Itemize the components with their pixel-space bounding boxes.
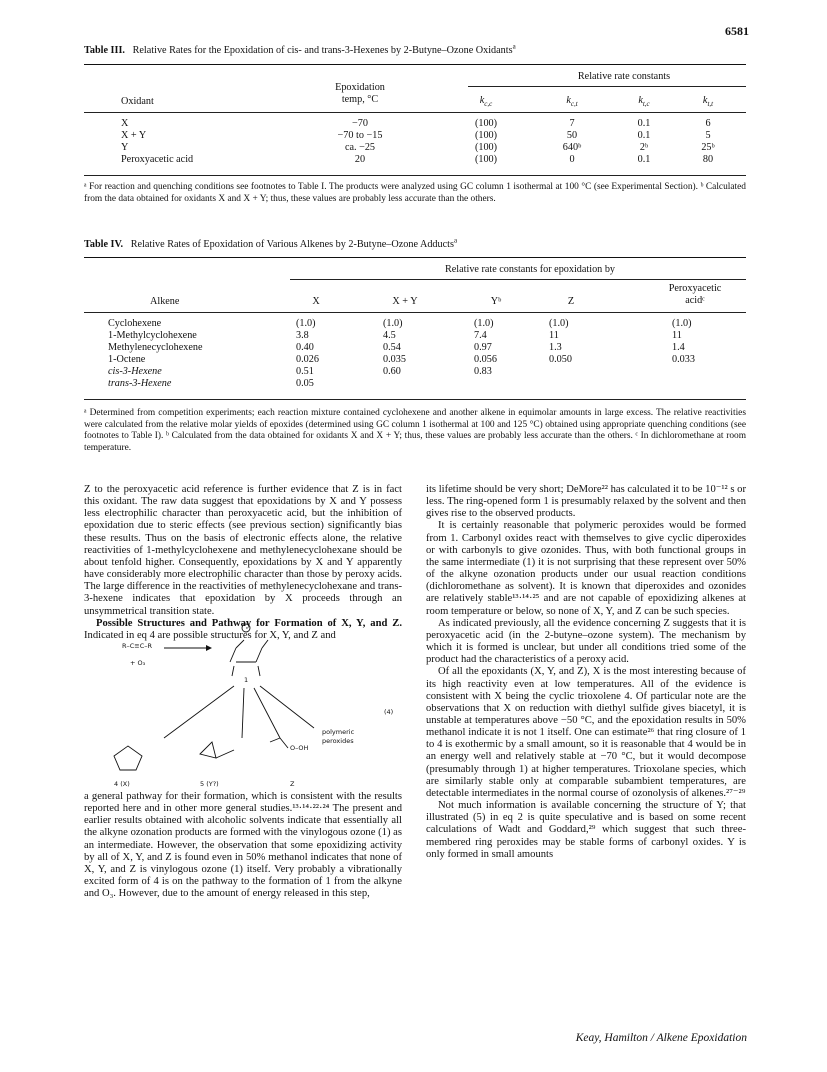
right-paragraph-3: As indicated previously, all the evidence concerning Z suggests that it is peroxyacetic acid (in the 2-butyne–ozone system). The mechanism by which it is formed is unclear, but under all conditions tried some of the product had the characteristics of a peroxy acid. [426, 617, 746, 666]
scheme-arrow-4 [254, 688, 280, 738]
table3-cell-kct: 640ᵇ [562, 142, 582, 153]
table4-cell-xy: 0.54 [383, 342, 401, 353]
table4-bottom-rule [84, 399, 746, 400]
table3-temp-header-1: Epoxidation [335, 82, 385, 93]
table4-cell-y: 7.4 [474, 330, 487, 341]
section-heading: Possible Structures and Pathway for Formation of X, Y, and Z. [96, 617, 402, 629]
table3-footnote: ᵃ For reaction and quenching conditions see footnotes to Table I. The products were analyzed using GC column 1 isothermal at 100 °C (see Experimental Section). ᵇ Calculated from the data obtained for oxidants X and X + Y; thus, these values are probably less accurate than the others. [84, 182, 746, 204]
table3-cell-ktt: 80 [702, 154, 714, 165]
table4-alkene-header: Alkene [150, 296, 180, 307]
heading-rest-text: Indicated in eq 4 are possible structures for X, Y, and Z and [84, 629, 336, 641]
table4-header-rule [84, 312, 746, 313]
table4-cell-alkene: trans-3-Hexene [108, 378, 172, 389]
table3-ktt-header: $k_{t,t}$ [702, 95, 714, 109]
table4-pa-header-2: acidᶜ [685, 295, 705, 306]
table3-cell-ktt: 6 [705, 118, 711, 129]
table3-cell-kct: 7 [569, 118, 575, 129]
running-footer: Keay, Hamilton / Alkene Epoxidation [575, 1032, 747, 1044]
scheme-arrowhead-1 [206, 645, 212, 651]
table3-cell-oxidant: X [121, 118, 129, 129]
table3-cell-temp: −70 [352, 118, 368, 129]
table3-cell-oxidant: X + Y [121, 130, 147, 141]
right-paragraph-5: Not much information is available concerning the structure of Y; that illustrated (5) in eq 2 is quite speculative and is based on some recent calculations of Wadt and Goddard,²⁹ which suggest that such three-membered ring peroxides may be stable forms of carbonyl oxides. Y is only formed in small amounts [426, 800, 746, 860]
table3-group-header: Relative rate constants [577, 71, 671, 82]
table3-cell-ktc: 0.1 [637, 154, 651, 165]
table4-cell-z: 1.3 [549, 342, 562, 353]
scheme-arrow-3 [242, 688, 244, 738]
table4-group-rule [290, 279, 746, 280]
table3-cell-kcc: (100) [474, 130, 498, 141]
right-paragraph-4: Of all the epoxidants (X, Y, and Z), X is the most interesting because of its high reactivity even at low temperatures. All of the evidence is consistent with X being the cyclic trioxolene 4. Of particular note are the observations that X on reduction with diethyl sulfide gives biacetyl, it is unstable at temperatures above −50 °C, and the epoxidation results in 50% methanol indicate it is not 1 itself. One can estimate²⁶ that ring closure of 1 to 4 is exothermic by a small amount, so it is reasonable that 4 would be in an energy well and relatively stable at −70 °C, but it would decompose (presumably through 1) at higher temperatures. Trioxolane species, which are similarly stable only at comparable subambient temperatures, are detectable intermediates in the normal course of ozonolysis of alkenes.²⁷⁻²⁹ [426, 666, 746, 799]
table4-cell-xy: 0.035 [383, 354, 406, 365]
table4-cell-alkene: Methylenecyclohexene [108, 342, 203, 353]
table4-cell-y: (1.0) [474, 318, 494, 329]
left-column-bottom [84, 791, 402, 900]
table3-bottom-rule [84, 175, 746, 176]
table4-cell-pa: 0.033 [672, 354, 695, 365]
table4-cell-alkene: 1-Octene [108, 354, 146, 365]
structure-5 [200, 742, 234, 758]
scheme-label-z: Z [290, 780, 295, 788]
table4-cell-xy: (1.0) [383, 318, 403, 329]
table3-header-rule [84, 112, 746, 113]
table4-cell-z: 11 [549, 330, 559, 341]
table4-footnote: ᵃ Determined from competition experiments; each reaction mixture contained cyclohexene and another alkene in equimolar amounts in large excess. The relative reactivities were calculated from the relative molar yields of epoxides (determined using GC column 1 isothermal at 100 and 125 °C) obtained using appropriate quenching conditions (see footnotes to Table I). ᵇ Calculated from the data obtained for oxidants X and X + Y; thus, these values are probably less accurate than the others. ᶜ In dichloromethane at room temperature. [84, 408, 746, 453]
table3-label: Table III. [84, 45, 125, 56]
table4-cell-pa: 1.4 [672, 342, 685, 353]
table4-cell-xy: 0.60 [383, 366, 401, 377]
table4-label: Table IV. [84, 239, 124, 250]
scheme-polymeric-2: peroxides [322, 737, 354, 745]
table3-group-rule [468, 86, 746, 87]
table4-group-header: Relative rate constants for epoxidation by [444, 264, 616, 275]
table3-cell-kcc: (100) [474, 142, 498, 153]
table3-caption [84, 42, 516, 57]
structure-z [270, 738, 288, 748]
table3-cell-oxidant: Y [121, 142, 129, 153]
table3-oxidant-header: Oxidant [121, 96, 154, 107]
scheme-reactant: R–C≡C–R [122, 642, 153, 650]
table4-cell-z: 0.050 [549, 354, 572, 365]
table3-caption-sup: a [512, 42, 516, 51]
table3-caption-text: Relative Rates for the Epoxidation of cis- and trans-3-Hexenes by 2-Butyne–Ozone Oxidants [132, 45, 513, 56]
table3-cell-ktt: 25ᵇ [701, 142, 715, 153]
table4-cell-x: 0.51 [296, 366, 314, 377]
table4-cell-x: 0.40 [296, 342, 314, 353]
table3-cell-kct: 50 [566, 130, 578, 141]
table3-cell-kct: 0 [569, 154, 575, 165]
scheme-intermediate-label: 1 [244, 676, 249, 684]
page-number: 6581 [725, 24, 749, 38]
table4-cell-y: 0.83 [474, 366, 492, 377]
reaction-scheme-eq4 [84, 618, 402, 790]
scheme-arrow-2 [164, 686, 234, 738]
table4-z-header: Z [567, 296, 575, 307]
table3-cell-kcc: (100) [474, 118, 498, 129]
table4-x-header: X [312, 296, 320, 307]
table4-cell-x: 0.026 [296, 354, 319, 365]
scheme-eq-number: (4) [384, 708, 394, 716]
table3-temp-header-2: temp, °C [341, 94, 379, 105]
table3-cell-temp: −70 to −15 [337, 130, 383, 141]
table4-caption [84, 236, 458, 251]
scheme-oh: O–OH [290, 744, 309, 752]
table3-cell-oxidant: Peroxyacetic acid [121, 154, 194, 165]
scheme-ozone: + O₃ [130, 659, 146, 667]
table4-cell-alkene: 1-Methylcyclohexene [108, 330, 197, 341]
right-column [426, 484, 746, 861]
structure-1 [230, 624, 268, 676]
table4-cell-x: 3.8 [296, 330, 309, 341]
scheme-arrow-5 [260, 686, 314, 728]
table3-cell-temp: 20 [354, 154, 366, 165]
scheme-polymeric-1: polymeric [322, 728, 355, 736]
table3-cell-kcc: (100) [474, 154, 498, 165]
table3-cell-ktc: 0.1 [637, 118, 651, 129]
table4-caption-sup: a [453, 236, 458, 245]
scheme-label-4: 4 (X) [114, 780, 130, 788]
table4-cell-pa: (1.0) [672, 318, 692, 329]
table4-cell-y: 0.056 [474, 354, 497, 365]
left-paragraph-1: Z to the peroxyacetic acid reference is further evidence that Z is in fact this oxidant. The raw data suggest that epoxidations by X and Y possess less electrophilic character than peroxyacetic acid, but the inhibition of epoxidation due to steric effects (see previous section) significantly bias these results. Thus on the basis of electronic effects alone, the relative reactivities of 1-methylcyclohexene and methylenecyclohexane should be about tenfold higher. Consequently, epoxidations by X and Y apparently have considerably more electrophilic character than those by peroxy acids. The large difference in the reactivities of methylenecyclohexane and trans-3-hexene indicates that epoxidation by X proceeds through an unsymmetrical transition state. [84, 484, 402, 617]
table4-y-header: Yᵇ [490, 296, 502, 307]
table3-cell-ktc: 2ᵇ [639, 142, 649, 153]
table4-pa-header-1: Peroxyacetic [668, 283, 722, 294]
table4-top-rule [84, 257, 746, 258]
table4-cell-x: 0.05 [296, 378, 314, 389]
table3-top-rule [84, 64, 746, 65]
table4-cell-z: (1.0) [549, 318, 569, 329]
table4-xy-header: X + Y [392, 296, 418, 307]
structure-4 [114, 746, 142, 770]
table4-cell-xy: 4.5 [383, 330, 396, 341]
table3-ktc-header: $k_{t,c}$ [638, 95, 650, 109]
table4-cell-x: (1.0) [296, 318, 316, 329]
table4-cell-alkene: cis-3-Hexene [108, 366, 162, 377]
table4-cell-alkene: Cyclohexene [108, 318, 162, 329]
table3-kct-header: $k_{c,t}$ [566, 95, 578, 109]
table4-cell-pa: 11 [672, 330, 682, 341]
table4-caption-text: Relative Rates of Epoxidation of Various Alkenes by 2-Butyne–Ozone Adducts [130, 239, 454, 250]
table3-cell-ktc: 0.1 [637, 130, 651, 141]
table3-cell-temp: ca. −25 [344, 142, 376, 153]
table3-kcc-header: $k_{c,c}$ [479, 95, 493, 109]
right-paragraph-1: its lifetime should be very short; DeMore²² has calculated it to be 10⁻¹² s or less. The ring-opened form 1 is presumably relaxed by the solvent and then gives rise to the observed products. [426, 484, 746, 520]
left-paragraph-2: a general pathway for their formation, which is consistent with the results reported here and in other more general studies.¹³·¹⁴·²²·²⁴ The present and earlier results obtained with alcoholic solvents indicate that essentially all the alkyne ozonation products are formed with the vinylogous ozone (1) as an intermediate. However, the observation that some epoxidizing activity by all of X, Y, and Z is found even in 50% methanol indicates that none of X, Y, and Z is vinylogous ozone (1) itself. Very probably a vibrationally excited form of 4 is on the pathway to the formation of 1 from the alkyne and O₃. However, due to the amount of energy released in this step, [84, 791, 402, 900]
scheme-label-5: 5 (Y?) [200, 780, 219, 788]
table3-cell-ktt: 5 [705, 130, 711, 141]
table4-cell-y: 0.97 [474, 342, 492, 353]
right-paragraph-2: It is certainly reasonable that polymeric peroxides would be formed from 1. Carbonyl oxides react with themselves to give cyclic diperoxides or with carbonyls to give ozonides. Thus, with both functional groups in the same intermediate (1) it is not surprising that these represent over 50% of the alkyne ozonation products under our usual reaction conditions (dichloromethane as solvent). It is known that diperoxides and ozonides are relatively stable¹³·¹⁴·²⁵ and are not capable of epoxidizing alkenes at room temperature or below, so none of X, Y, and Z can be such species. [426, 520, 746, 617]
